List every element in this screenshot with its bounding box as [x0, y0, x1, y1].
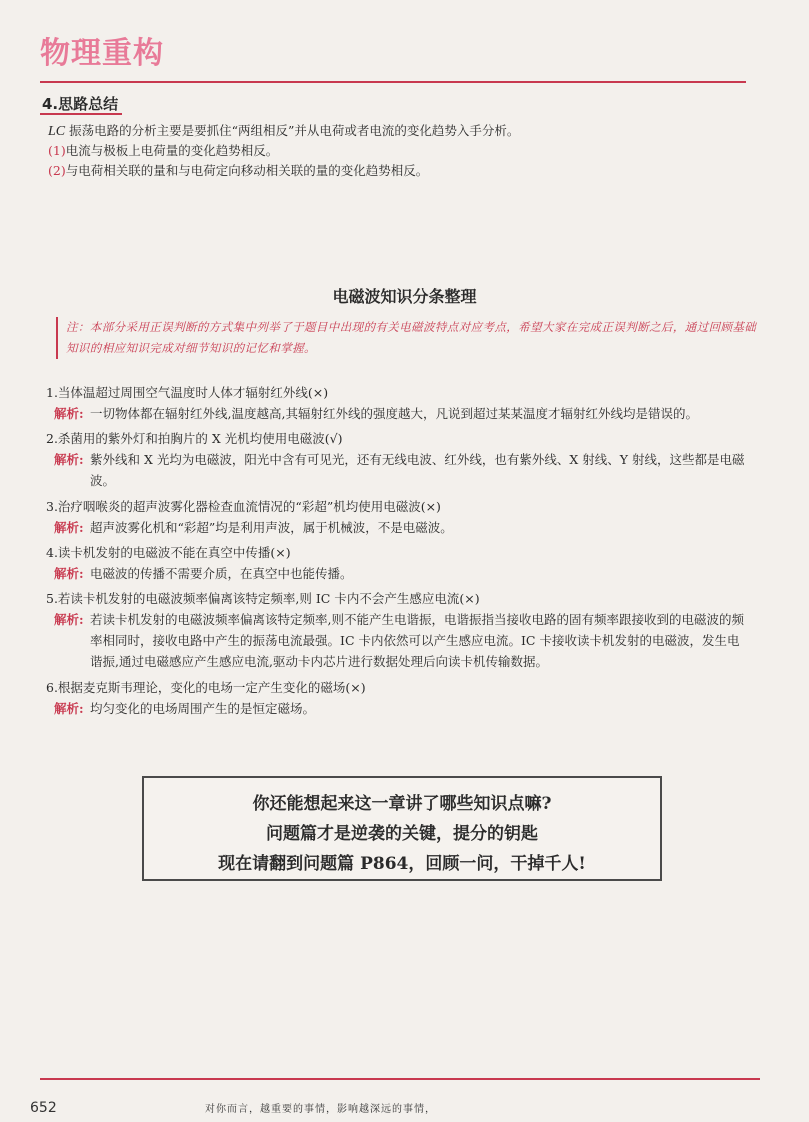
- item-question: 5.若读卡机发射的电磁波频率偏离该特定频率,则 IC 卡内不会产生感应电流(×): [46, 591, 480, 606]
- analysis-label: 解析:: [54, 612, 84, 627]
- summary-point: [48, 161, 428, 181]
- summary-title-underline: [40, 113, 122, 115]
- item-question: 6.根据麦克斯韦理论，变化的电场一定产生变化的磁场(×): [46, 680, 366, 695]
- analysis-text: 若读卡机发射的电磁波频率偏离该特定频率,则不能产生电谐振，电谐振指当接收电路的固有频率跟接收到的电磁波的频率相同时，接收电路中产生的振荡电流最强。IC 卡内依然可以产生感应电流。IC 卡接收读卡机发射的电磁波，发生电谐振,通过电磁感应产生感应电流,驱动卡内芯片进行数据处理后向读卡机传输数据。: [90, 612, 744, 669]
- header-rule: [40, 81, 746, 83]
- point-text: 与电荷相关联的量和与电荷定向移动相关联的量的变化趋势相反。: [65, 163, 429, 178]
- summary-intro-text: 振荡电路的分析主要是要抓住“两组相反”并从电荷或者电流的变化趋势入手分析。: [69, 123, 520, 138]
- analysis-text: 均匀变化的电场周围产生的是恒定磁场。: [90, 701, 316, 716]
- summary-title: 4.思路总结: [42, 95, 119, 113]
- lc-symbol: LC: [48, 124, 66, 139]
- list-item: [46, 428, 746, 491]
- list-item: [46, 542, 746, 584]
- footer-rule: [40, 1078, 760, 1080]
- analysis-text: 电磁波的传播不需要介质，在真空中也能传播。: [90, 566, 353, 581]
- analysis-text: 一切物体都在辐射红外线,温度越高,其辐射红外线的强度越大，凡说到超过某某温度才辐射红外线均是错误的。: [90, 406, 698, 421]
- list-item: [46, 496, 746, 538]
- callout-line: 问题篇才是逆袭的关键，提分的钥匙: [266, 824, 538, 844]
- item-question: 2.杀菌用的紫外灯和拍胸片的 X 光机均使用电磁波(√): [46, 431, 343, 446]
- item-analysis: [46, 403, 746, 424]
- section-note: 注：本部分采用正误判断的方式集中列举了于题目中出现的有关电磁波特点对应考点，希望大家在完成正误判断之后，通过回顾基础知识的相应知识完成对细节知识的记忆和掌握。: [56, 317, 761, 359]
- section-heading: 电磁波知识分条整理: [332, 287, 477, 306]
- point-number: (2): [48, 163, 66, 178]
- brand-title: 物理重构: [40, 36, 164, 71]
- item-question: 4.读卡机发射的电磁波不能在真空中传播(×): [46, 545, 291, 560]
- callout-line: 现在请翻到问题篇 P864，回顾一问，干掉千人!: [218, 854, 586, 874]
- callout-line: 你还能想起来这一章讲了哪些知识点嘛?: [252, 794, 552, 814]
- list-item: [46, 382, 746, 424]
- list-item: [46, 677, 746, 719]
- item-analysis: [46, 517, 746, 538]
- analysis-label: 解析:: [54, 701, 84, 716]
- page-number: 652: [30, 1100, 57, 1116]
- footer-motto: 对你而言，越重要的事情，影响越深远的事情，: [205, 1104, 436, 1115]
- item-analysis: [46, 563, 746, 584]
- analysis-label: 解析:: [54, 566, 84, 581]
- item-question: 3.治疗咽喉炎的超声波雾化器检查血流情况的“彩超”机均使用电磁波(×): [46, 499, 441, 514]
- summary-intro: [48, 121, 519, 142]
- analysis-label: 解析:: [54, 452, 84, 467]
- item-analysis: [46, 698, 746, 719]
- item-question: 1.当体温超过周围空气温度时人体才辐射红外线(×): [46, 385, 329, 400]
- analysis-text: 超声波雾化机和“彩超”均是利用声波，属于机械波，不是电磁波。: [90, 520, 453, 535]
- point-number: (1): [48, 143, 66, 158]
- item-analysis: [46, 449, 746, 491]
- list-item: [46, 588, 746, 672]
- point-text: 电流与极板上电荷量的变化趋势相反。: [65, 143, 279, 158]
- summary-point: [48, 141, 278, 161]
- analysis-label: 解析:: [54, 406, 84, 421]
- review-callout-box: [142, 776, 662, 881]
- analysis-label: 解析:: [54, 520, 84, 535]
- item-analysis: [46, 609, 746, 672]
- analysis-text: 紫外线和 X 光均为电磁波，阳光中含有可见光，还有无线电波、红外线，也有紫外线、X 射线、Y 射线，这些都是电磁波。: [90, 452, 745, 488]
